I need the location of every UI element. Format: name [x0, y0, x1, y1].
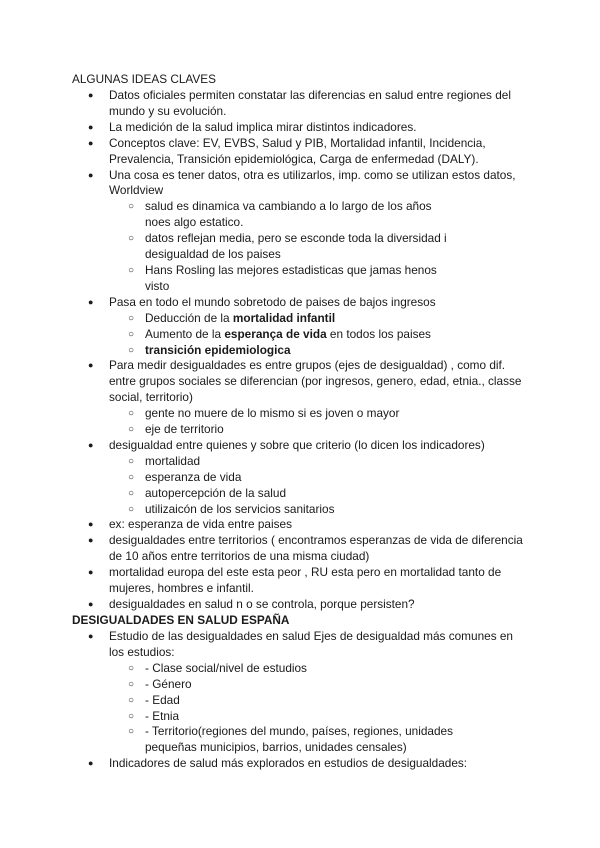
bullet-icon: ● [88, 439, 94, 450]
sub-item-bold: transición epidemiologica [145, 342, 291, 357]
bullet-icon: ● [88, 137, 94, 148]
sub-list-item [0, 327, 528, 343]
sub-bullet-icon: ○ [128, 503, 135, 515]
list-item [0, 120, 600, 136]
sub-list-item-text: Hans Rosling las mejores estadisticas que jamas henos visto [145, 262, 437, 293]
sub-list [109, 661, 528, 756]
sub-bullet-icon: ○ [128, 455, 135, 467]
bullet-icon: ● [88, 121, 94, 132]
sub-bullet-icon: ○ [128, 344, 135, 356]
sub-list-item [0, 502, 528, 518]
sub-list-item [0, 406, 528, 422]
section-heading-ideas-claves: ALGUNAS IDEAS CLAVES [72, 72, 217, 86]
sub-list-item [0, 693, 528, 709]
sub-bullet-icon: ○ [128, 424, 135, 436]
list-item [0, 629, 600, 756]
sub-bullet-icon: ○ [128, 487, 135, 499]
sub-list [109, 311, 528, 359]
list-item [0, 756, 600, 772]
list-item-text: mortalidad europa del este esta peor , RU esta pero en mortalidad tanto de mujeres, hombres e infantil. [109, 565, 502, 596]
sub-list-item-text: esperanza de vida [145, 469, 242, 484]
list-item [0, 438, 600, 518]
sub-list-item [0, 311, 528, 327]
list-item-text: Indicadores de salud más explorados en estudios de desigualdades: [109, 756, 468, 771]
bullet-icon: ● [88, 360, 94, 371]
sub-item-pre: Deducción de la [145, 310, 233, 325]
sub-item-bold: mortalidad infantil [232, 310, 336, 325]
list-item-text: La medición de la salud implica mirar distintos indicadores. [109, 119, 417, 134]
sub-bullet-icon: ○ [128, 201, 135, 213]
sub-list-item [0, 454, 528, 470]
sub-list-item-text: - Género [145, 676, 192, 691]
bullet-list-espana [0, 629, 600, 772]
sub-bullet-icon: ○ [128, 328, 135, 340]
sub-bullet-icon: ○ [128, 662, 135, 674]
bullet-icon: ● [88, 519, 94, 530]
sub-list-item [0, 486, 528, 502]
list-item-text: desigualdades en salud n o se controla, porque persisten? [109, 597, 415, 611]
sub-bullet-icon: ○ [128, 678, 135, 690]
list-item [0, 565, 600, 597]
bullet-icon: ● [88, 567, 94, 578]
sub-list-item [0, 724, 528, 756]
bullet-icon: ● [88, 599, 94, 609]
list-item-text: desigualdades entre territorios ( encontramos esperanzas de vida de diferencia de 10 años entre territorios de una misma ciudad) [109, 533, 523, 564]
sub-list-item [0, 661, 528, 677]
list-item-text: Conceptos clave: EV, EVBS, Salud y PIB, Mortalidad infantil, Incidencia, Prevalencia, Transición epidemiológica, Carga de enfermedad (DALY). [109, 135, 486, 166]
list-item [0, 168, 600, 295]
list-item-text: Para medir desigualdades es entre grupos (ejes de desigualdad) , como dif. entre grupos sociales se diferencian (por ingresos, genero, edad, etnia., classe social, territorio) [109, 358, 522, 405]
sub-list-item-text: gente no muere de lo mismo si es joven o mayor [145, 406, 400, 421]
sub-list [109, 406, 528, 438]
list-item [0, 136, 600, 168]
sub-list-item [0, 677, 528, 693]
sub-list-item [0, 231, 528, 263]
sub-list-item [0, 422, 528, 438]
bullet-icon: ● [88, 296, 94, 307]
sub-list-item [0, 263, 528, 295]
bullet-list-ideas [0, 88, 600, 613]
sub-bullet-icon: ○ [128, 726, 135, 738]
sub-list-item [0, 470, 528, 486]
section-heading-desigualdades-espana: DESIGUALDADES EN SALUD ESPAÑA [72, 613, 290, 627]
list-item [0, 88, 600, 120]
list-item-text: Estudio de las desigualdades en salud Ejes de desigualdad más comunes en los estudios: [109, 629, 513, 659]
sub-item-post: en todos los paises [326, 326, 431, 341]
sub-list [109, 199, 528, 294]
sub-bullet-icon: ○ [128, 694, 135, 706]
sub-list-item [0, 343, 528, 359]
sub-list-item-text: eje de territorio [145, 422, 224, 437]
sub-list-item-text: - Etnia [145, 708, 180, 723]
bullet-icon: ● [88, 90, 94, 100]
sub-bullet-icon: ○ [128, 312, 135, 324]
sub-list-item-text: - Territorio(regiones del mundo, países, regiones, unidades pequeñas municipios, barrios, unidades censales) [145, 724, 453, 755]
sub-list-item-text: utilizaicón de los servicios sanitarios [145, 501, 335, 516]
sub-list-item-text: mortalidad [145, 453, 201, 468]
list-item [0, 358, 600, 438]
list-item [0, 597, 600, 613]
bullet-icon: ● [88, 535, 94, 546]
list-item-text: Pasa en todo el mundo sobretodo de paises de bajos ingresos [109, 294, 436, 309]
sub-list-item-text: datos reflejan media, pero se esconde toda la diversidad i desigualdad de los paises [145, 231, 447, 262]
list-item-text: Una cosa es tener datos, otra es utilizarlos, imp. como se utilizan estos datos, Worldview [109, 167, 516, 198]
sub-list-item [0, 709, 528, 725]
bullet-icon: ● [88, 758, 94, 769]
list-item [0, 517, 600, 533]
sub-bullet-icon: ○ [128, 233, 135, 245]
sub-list-item-text: - Clase social/nivel de estudios [145, 660, 307, 675]
sub-bullet-icon: ○ [128, 408, 135, 420]
sub-list-item-text: - Edad [145, 692, 180, 707]
list-item [0, 295, 600, 359]
sub-list-item-text: salud es dinamica va cambiando a lo largo de los años noes algo estatico. [145, 199, 432, 230]
list-item-text: desigualdad entre quienes y sobre que criterio (lo dicen los indicadores) [109, 437, 485, 452]
list-item [0, 533, 600, 565]
bullet-icon: ● [88, 631, 94, 641]
sub-list-item-text: autopercepción de la salud [145, 485, 287, 500]
list-item-text: Datos oficiales permiten constatar las diferencias en salud entre regiones del mundo y su evolución. [109, 88, 511, 118]
list-item-text: ex: esperanza de vida entre paises [109, 517, 292, 532]
sub-list [109, 454, 528, 518]
sub-bullet-icon: ○ [128, 264, 135, 276]
sub-bullet-icon: ○ [128, 710, 135, 722]
sub-item-bold: esperança de vida [224, 326, 327, 341]
sub-bullet-icon: ○ [128, 471, 135, 483]
sub-item-pre: Aumento de la [145, 326, 225, 341]
bullet-icon: ● [88, 169, 94, 180]
sub-list-item [0, 199, 528, 231]
